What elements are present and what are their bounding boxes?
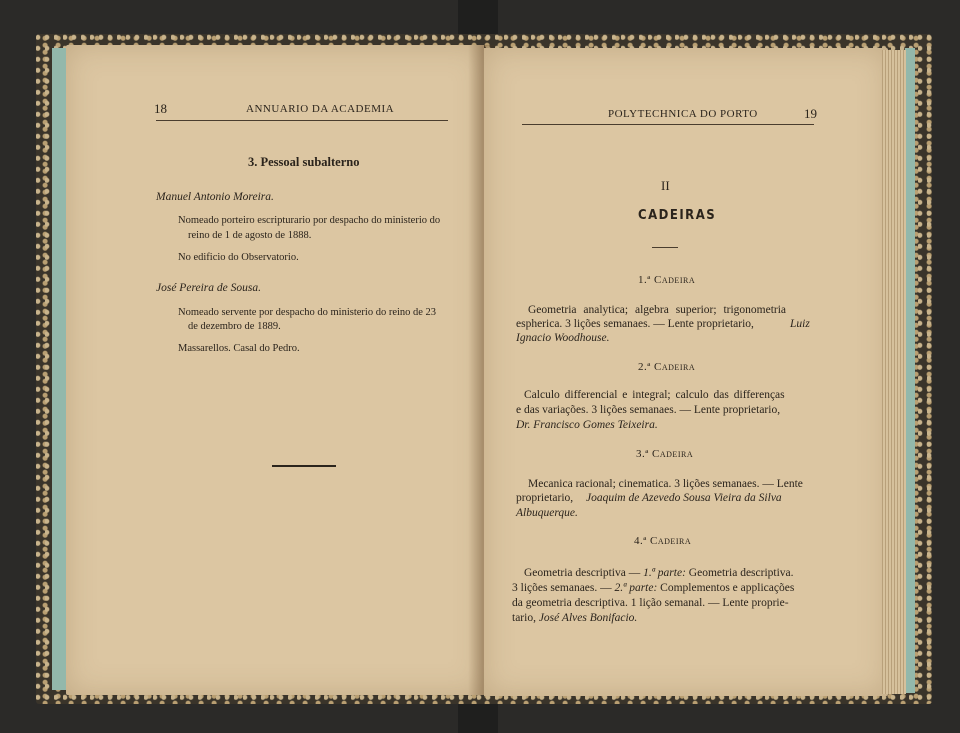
chair-line: Mecanica racional; cinematica. 3 lições semanaes. — Lente <box>528 478 803 490</box>
left-header-rule <box>156 120 448 121</box>
lente-name: Dr. Francisco Gomes Teixeira. <box>516 419 658 431</box>
part-label: 2.ª parte: <box>614 582 658 594</box>
entry-name: José Pereira de Sousa. <box>156 282 261 294</box>
chair-line <box>512 612 637 624</box>
chair-line: espherica. 3 lições semanaes. — Lente proprietario, <box>516 318 754 330</box>
chair-text: Geometria descriptiva. <box>688 567 794 579</box>
page-stack-edge <box>882 50 906 694</box>
chapter-title: CADEIRAS <box>638 208 717 223</box>
chair-line: Calculo differencial e integral; calculo das differenças <box>524 389 785 401</box>
chair-line: e das variações. 3 lições semanaes. — Lente proprietario, <box>516 404 781 416</box>
right-page-number: 19 <box>804 106 817 121</box>
chair-line <box>524 567 794 579</box>
chair-text: 3 lições semanaes. — <box>512 582 612 594</box>
chair-text: tario, <box>512 612 536 624</box>
title-rule <box>652 247 678 248</box>
right-header-rule <box>522 124 814 125</box>
left-running-head: ANNUARIO DA ACADEMIA <box>246 103 395 115</box>
lente-name: Luiz <box>790 318 810 330</box>
lente-name: Albuquerque. <box>516 507 578 519</box>
right-page <box>484 48 888 696</box>
lente-name: José Alves Bonifacio. <box>538 612 638 624</box>
right-edge-binding <box>905 48 915 693</box>
chair-heading: 1.ª Cadeira <box>638 274 696 286</box>
chair-heading: 2.ª Cadeira <box>638 361 696 373</box>
entry-extra: No edificio do Observatorio. <box>178 252 299 263</box>
chair-text: Complementos e applicações <box>660 582 795 594</box>
lente-name: Ignacio Woodhouse. <box>516 332 610 344</box>
chair-line: Geometria analytica; algebra superior; trigonometria <box>528 304 787 316</box>
chair-line: proprietario, <box>516 492 574 504</box>
entry-extra: Massarellos. Casal do Pedro. <box>178 343 300 354</box>
chair-heading: 3.ª Cadeira <box>636 448 694 460</box>
section-roman: II <box>661 178 670 193</box>
right-running-head: POLYTECHNICA DO PORTO <box>608 108 758 120</box>
chair-line: da geometria descriptiva. 1 lição semanal. — Lente proprie- <box>512 597 789 609</box>
entry-line: Nomeado servente por despacho do ministerio do reino de 23 <box>178 307 437 318</box>
chair-line <box>512 582 794 594</box>
entry-line: Nomeado porteiro escripturario por despacho do ministerio do <box>178 215 441 226</box>
lente-name: Joaquim de Azevedo Sousa Vieira da Silva <box>586 492 782 504</box>
chair-heading: 4.ª Cadeira <box>634 535 692 547</box>
left-page-number: 18 <box>154 101 167 116</box>
entry-line: reino de 1 de agosto de 1888. <box>188 230 312 241</box>
entry-line: de dezembro de 1889. <box>188 321 281 332</box>
entry-name: Manuel Antonio Moreira. <box>156 191 274 203</box>
end-rule <box>272 465 336 467</box>
chair-text: Geometria descriptiva — <box>524 567 641 579</box>
left-page <box>66 45 484 695</box>
part-label: 1.ª parte: <box>643 567 686 579</box>
section-title: 3. Pessoal subalterno <box>248 155 360 169</box>
